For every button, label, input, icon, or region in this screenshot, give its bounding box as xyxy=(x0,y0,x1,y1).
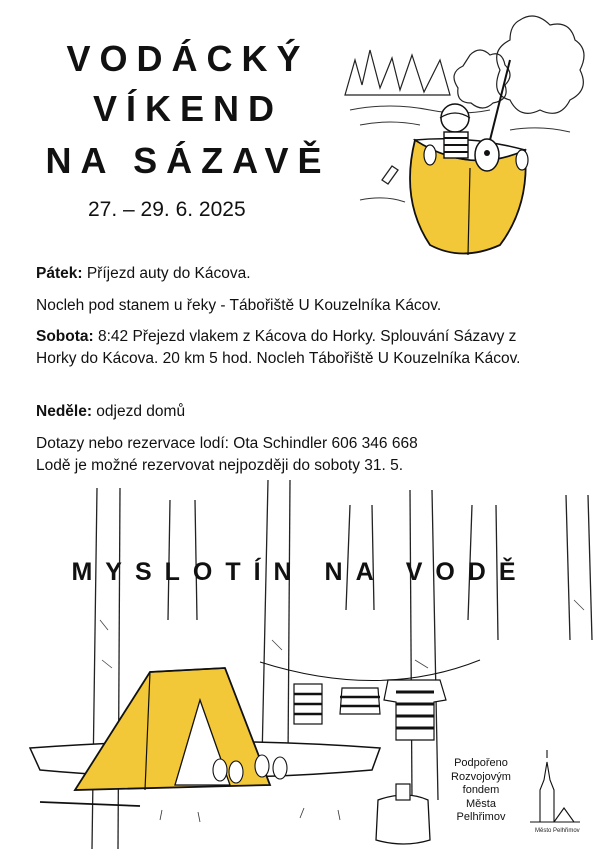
sunday-label: Neděle: xyxy=(36,403,92,420)
event-date: 27. – 29. 6. 2025 xyxy=(88,198,246,221)
sunday-info xyxy=(36,401,556,423)
sponsor-line-1: Podpořeno xyxy=(454,757,508,769)
sponsor-line-3: fondem xyxy=(462,784,500,796)
title-line-3: NA SÁZAVĚ xyxy=(45,140,331,181)
sponsor-line-4: Města xyxy=(466,797,496,810)
saturday-text: 8:42 Přejezd vlakem z Kácova do Horky. Splouvání Sázavy z Horky do Kácova. 20 km 5 hod. Nocleh Tábořiště U Kouzelníka Kácov. xyxy=(36,328,521,367)
contact-line-2: Lodě je možné rezervovat nejpozději do soboty 31. 5. xyxy=(36,457,404,474)
town-logo-icon xyxy=(530,750,580,822)
slogan: MYSLOTÍN NA VODĚ xyxy=(71,558,529,586)
title-line-2: VÍKEND xyxy=(92,88,284,129)
sponsor-note xyxy=(436,757,526,825)
friday-text: Příjezd auty do Kácova. xyxy=(82,265,251,282)
friday-info xyxy=(36,263,556,285)
sponsor-line-2: Rozvojovým xyxy=(451,770,511,783)
contact-line-1: Dotazy nebo rezervace lodí: Ota Schindler 606 346 668 xyxy=(36,435,418,452)
title-line-1: VODÁCKÝ xyxy=(66,38,310,79)
logo-caption: Město Pelhřimov xyxy=(535,828,580,834)
sunday-text: odjezd domů xyxy=(92,403,186,420)
saturday-info xyxy=(36,326,556,370)
friday-label: Pátek: xyxy=(36,265,83,282)
saturday-label: Sobota: xyxy=(36,328,94,345)
sponsor-line-5: Pelhřimov xyxy=(456,811,506,823)
canoe-illustration xyxy=(345,16,584,255)
friday-night: Nocleh pod stanem u řeky - Tábořiště U Kouzelníka Kácov. xyxy=(36,297,442,314)
